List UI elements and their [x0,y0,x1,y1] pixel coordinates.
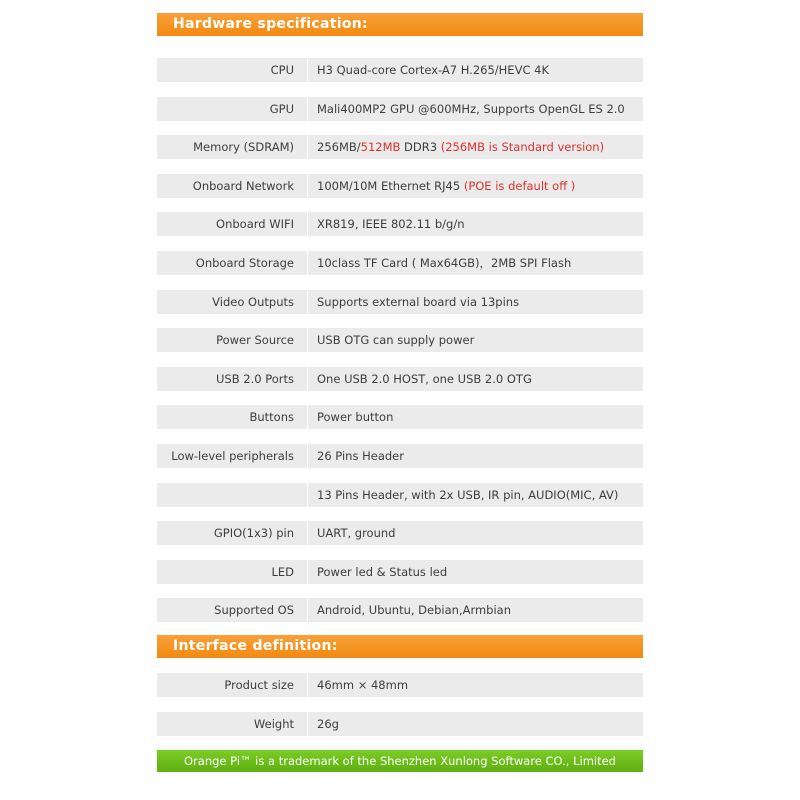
spec-label: Video Outputs [212,294,294,309]
spec-value [317,174,639,198]
spec-value [317,521,639,545]
spec-row [157,514,643,553]
value-text: 46mm × 48mm [317,677,409,692]
value-text: Power button [317,410,394,425]
spec-value [317,328,639,352]
spec-label: Onboard WIFI [216,217,294,232]
row-divider [307,174,308,198]
spec-label: Onboard Storage [195,255,294,270]
spec-value [317,712,639,736]
spec-label: Low-level peripherals [171,448,294,463]
value-text: DDR3 [400,140,441,155]
value-text: Mali400MP2 GPU @600MHz, Supports OpenGL ES 2.0 [317,101,625,116]
spec-label: GPIO(1x3) pin [213,526,294,541]
spec-value [317,58,639,82]
spec-row [157,90,643,129]
spec-label: Buttons [249,410,294,425]
spec-row [157,360,643,399]
value-text: XR819, IEEE 802.11 b/g/n [317,217,465,232]
spec-row [157,244,643,283]
row-divider [307,598,308,622]
value-text: Android, Ubuntu, Debian,Armbian [317,603,512,618]
spec-value [317,598,639,622]
spec-label: GPU [269,101,294,116]
row-divider [307,521,308,545]
row-divider [307,673,308,697]
value-text: 26 Pins Header [317,448,404,463]
value-text: 256MB/ [317,140,361,155]
spec-row [157,591,643,630]
row-divider [307,328,308,352]
spec-row [157,476,643,515]
spec-row [157,437,643,476]
spec-row [157,167,643,206]
spec-label: LED [271,564,294,579]
highlight-text: (POE is default off ) [463,178,576,193]
spec-row [157,398,643,437]
trademark-footer: Orange Pi™ is a trademark of the Shenzhen Xunlong Software CO., Limited [157,750,643,772]
spec-row [157,283,643,322]
spec-label: Weight [253,716,294,731]
spec-label: Product size [224,677,294,692]
spec-value [317,483,639,507]
hardware-spec-table [157,51,643,630]
spec-value [317,405,639,429]
spec-value [317,251,639,275]
spec-sheet [157,13,643,772]
spec-label: USB 2.0 Ports [216,371,294,386]
spec-label [157,483,294,507]
spec-value [317,290,639,314]
value-text: UART, ground [317,526,396,541]
spec-value [317,135,639,159]
spec-row [157,666,643,705]
spec-row [157,128,643,167]
row-divider [307,251,308,275]
value-text: Supports external board via 13pins [317,294,520,309]
row-divider [307,212,308,236]
highlight-text: (256MB is Standard version) [440,140,605,155]
row-divider [307,97,308,121]
row-divider [307,135,308,159]
spec-value [317,97,639,121]
row-divider [307,560,308,584]
spec-value [317,560,639,584]
spec-row [157,553,643,592]
value-text: 10class TF Card ( Max64GB)，2MB SPI Flash [317,255,572,270]
spec-label: Supported OS [214,603,294,618]
value-text: 13 Pins Header, with 2x USB, IR pin, AUDIO(MIC, AV) [317,487,619,502]
interface-definition-header: Interface definition: [157,635,643,658]
row-divider [307,290,308,314]
row-divider [307,483,308,507]
highlight-text: 512MB [360,140,401,155]
row-divider [307,367,308,391]
value-text: 100M/10M Ethernet RJ45 [317,178,464,193]
interface-definition-table [157,666,643,743]
spec-value [317,367,639,391]
row-divider [307,405,308,429]
row-divider [307,712,308,736]
spec-value [317,444,639,468]
spec-row [157,205,643,244]
spec-row [157,321,643,360]
value-text: One USB 2.0 HOST, one USB 2.0 OTG [317,371,532,386]
spec-label: Memory (SDRAM) [193,140,294,155]
value-text: Power led & Status led [317,564,448,579]
row-divider [307,58,308,82]
value-text: 26g [317,716,339,731]
hardware-spec-header: Hardware specification: [157,13,643,36]
spec-row [157,705,643,744]
value-text: H3 Quad-core Cortex-A7 H.265/HEVC 4K [317,63,549,77]
spec-label: Onboard Network [192,178,294,193]
spec-value [317,673,639,697]
spec-row [157,51,643,90]
value-text: USB OTG can supply power [317,333,475,348]
spec-label: CPU [270,63,294,77]
row-divider [307,444,308,468]
spec-value [317,212,639,236]
spec-label: Power Source [216,333,294,348]
